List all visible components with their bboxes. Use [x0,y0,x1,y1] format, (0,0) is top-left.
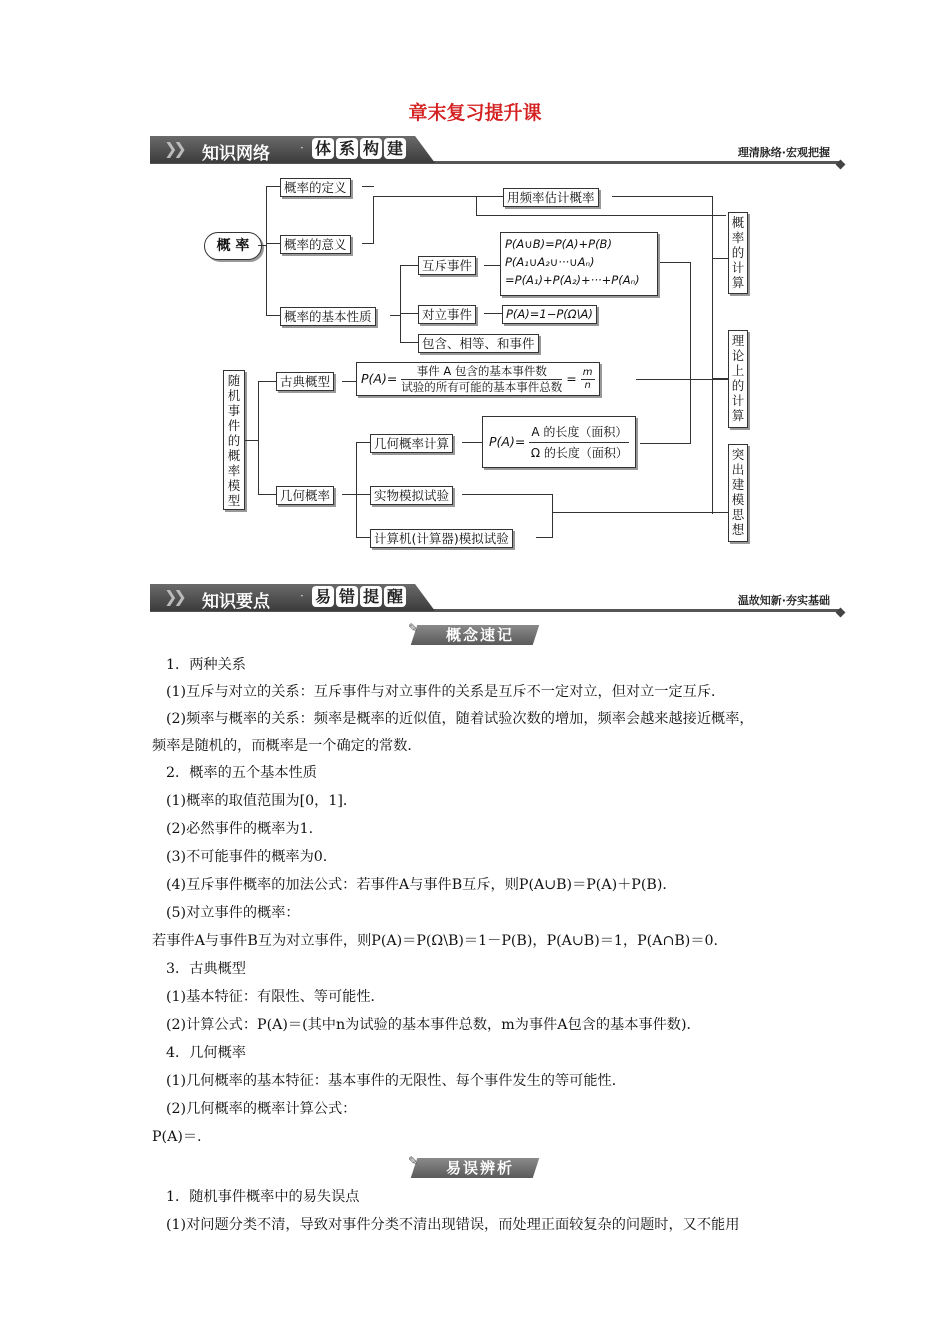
side-box-theory: 理论上的计算 [728,330,748,428]
side-box-modeling: 突出建模思想 [728,444,748,542]
classic-fraction [401,364,562,395]
side-box-calc: 概率的计算 [728,212,748,294]
node-geometric: 几何概率 [276,486,334,505]
root-node: 概 率 [204,232,262,260]
subheading-errors [408,1154,542,1180]
node-basic-props: 概率的基本性质 [280,307,376,326]
fraction-denominator: n [584,380,591,391]
node-freq-estimate: 用频率估计概率 [503,188,599,207]
mutex-formula-line: P(A₁∪A₂∪···∪Aₙ) [505,255,595,269]
mn-fraction [581,367,595,392]
paragraph: P(A)＝. [152,1129,202,1145]
node-computer: 计算机(计算器)模拟试验 [370,529,513,548]
geo-formula-box [482,416,636,468]
banner-dot: · [300,589,304,603]
paragraph: (3)不可能事件的概率为0. [166,849,328,865]
fraction-denominator: Ω 的长度（面积） [530,446,628,460]
paragraph: (1)互斥与对立的关系：互斥事件与对立事件的关系是互斥不一定对立，但对立一定互斥． [166,684,726,700]
paragraph: 2．概率的五个基本性质 [166,765,317,781]
chevron-right-icon: ❯❯ [164,587,183,606]
concept-diagram [0,0,950,560]
opposite-formula: P(A)=1−P(Ω\A) [502,305,597,324]
paragraph: 4．几何概率 [166,1045,246,1061]
paragraph: (2)几何概率的概率计算公式： [166,1101,357,1117]
banner-tag-char: 建 [384,138,406,159]
node-random-model: 随机事件的概率模型 [223,370,245,510]
banner-tag-char: 系 [336,138,358,159]
formula-lhs: P(A)= [489,434,526,449]
paragraph: 1．两种关系 [166,657,246,673]
banner-label: 知识网络 [202,144,270,164]
section-banner-knowledge-points [150,584,840,614]
banner-dot: · [300,141,304,155]
node-physical: 实物模拟试验 [370,486,453,505]
node-opposite: 对立事件 [418,305,476,324]
paragraph: (2)必然事件的概率为1. [166,821,314,837]
subheading-text: 易误辨析 [445,1159,514,1177]
paragraph: (1)几何概率的基本特征：基本事件的无限性、每个事件发生的等可能性． [166,1073,626,1089]
banner-right-text: 温故知新·夯实基础 [737,594,830,607]
banner-tag-char: 提 [360,586,382,607]
subheading-concepts [408,621,542,647]
paragraph: 1．随机事件概率中的易失误点 [166,1189,360,1205]
banner-tag [312,586,406,607]
paragraph: (5)对立事件的概率： [166,905,300,921]
paragraph: 若事件A与事件B互为对立事件，则P(A)＝P(Ω\B)＝1－P(B)，P(A∪B)＝1，P(A∩B)＝0. [152,933,719,949]
banner-label: 知识要点 [202,592,270,612]
node-classic: 古典概型 [276,372,334,391]
pin-icon: ✎ [408,621,419,635]
formula-equals: = [566,371,577,386]
banner-tag-char: 构 [360,138,382,159]
fraction-numerator: A 的长度（面积） [529,422,629,443]
mutex-formula-line: =P(A₁)+P(A₂)+···+P(Aₙ) [505,273,640,287]
mutex-formula-line: P(A∪B)=P(A)+P(B) [505,237,612,251]
banner-right-text: 理清脉络·宏观把握 [737,146,830,159]
banner-tag-char: 体 [312,138,334,159]
subheading-text: 概念速记 [445,626,514,644]
paragraph: (2)计算公式：P(A)＝(其中n为试验的基本事件总数，m为事件A包含的基本事件数)． [166,1017,701,1033]
paragraph: (1)概率的取值范围为[0，1]． [166,793,358,809]
paragraph: (1)对问题分类不清，导致对事件分类不清出现错误，而处理正面较复杂的问题时，又不能用 [166,1217,740,1233]
paragraph: 3．古典概型 [166,961,246,977]
fraction-numerator: m [582,367,593,378]
geo-fraction [529,422,629,463]
fraction-denominator: 试验的所有可能的基本事件总数 [401,380,563,394]
chevron-right-icon: ❯❯ [164,139,183,158]
paragraph: 频率是随机的，而概率是一个确定的常数． [152,738,422,754]
paragraph: (4)互斥事件概率的加法公式：若事件A与事件B互斥，则P(A∪B)＝P(A)＋P(B)． [166,877,677,893]
banner-tag-char: 醒 [384,586,406,607]
node-include: 包含、相等、和事件 [418,334,539,353]
mutex-formula-box [500,232,658,296]
fraction-numerator: 事件 A 包含的基本事件数 [401,364,562,380]
classic-formula-box [356,362,600,396]
diamond-icon [836,608,846,618]
node-mutex: 互斥事件 [418,256,476,275]
paragraph: (1)基本特征：有限性、等可能性． [166,989,385,1005]
node-meaning: 概率的意义 [280,235,351,254]
formula-lhs: P(A)= [361,371,398,386]
page-title: 章末复习提升课 [408,102,542,124]
paragraph: (2)频率与概率的关系：频率是概率的近似值，随着试验次数的增加，频率会越来越接近概率， [166,711,754,727]
node-definition: 概率的定义 [280,178,351,197]
banner-tag-char: 易 [312,586,334,607]
banner-tag-char: 错 [336,586,358,607]
pin-icon: ✎ [408,1154,419,1168]
node-geo-calc: 几何概率计算 [370,434,453,453]
